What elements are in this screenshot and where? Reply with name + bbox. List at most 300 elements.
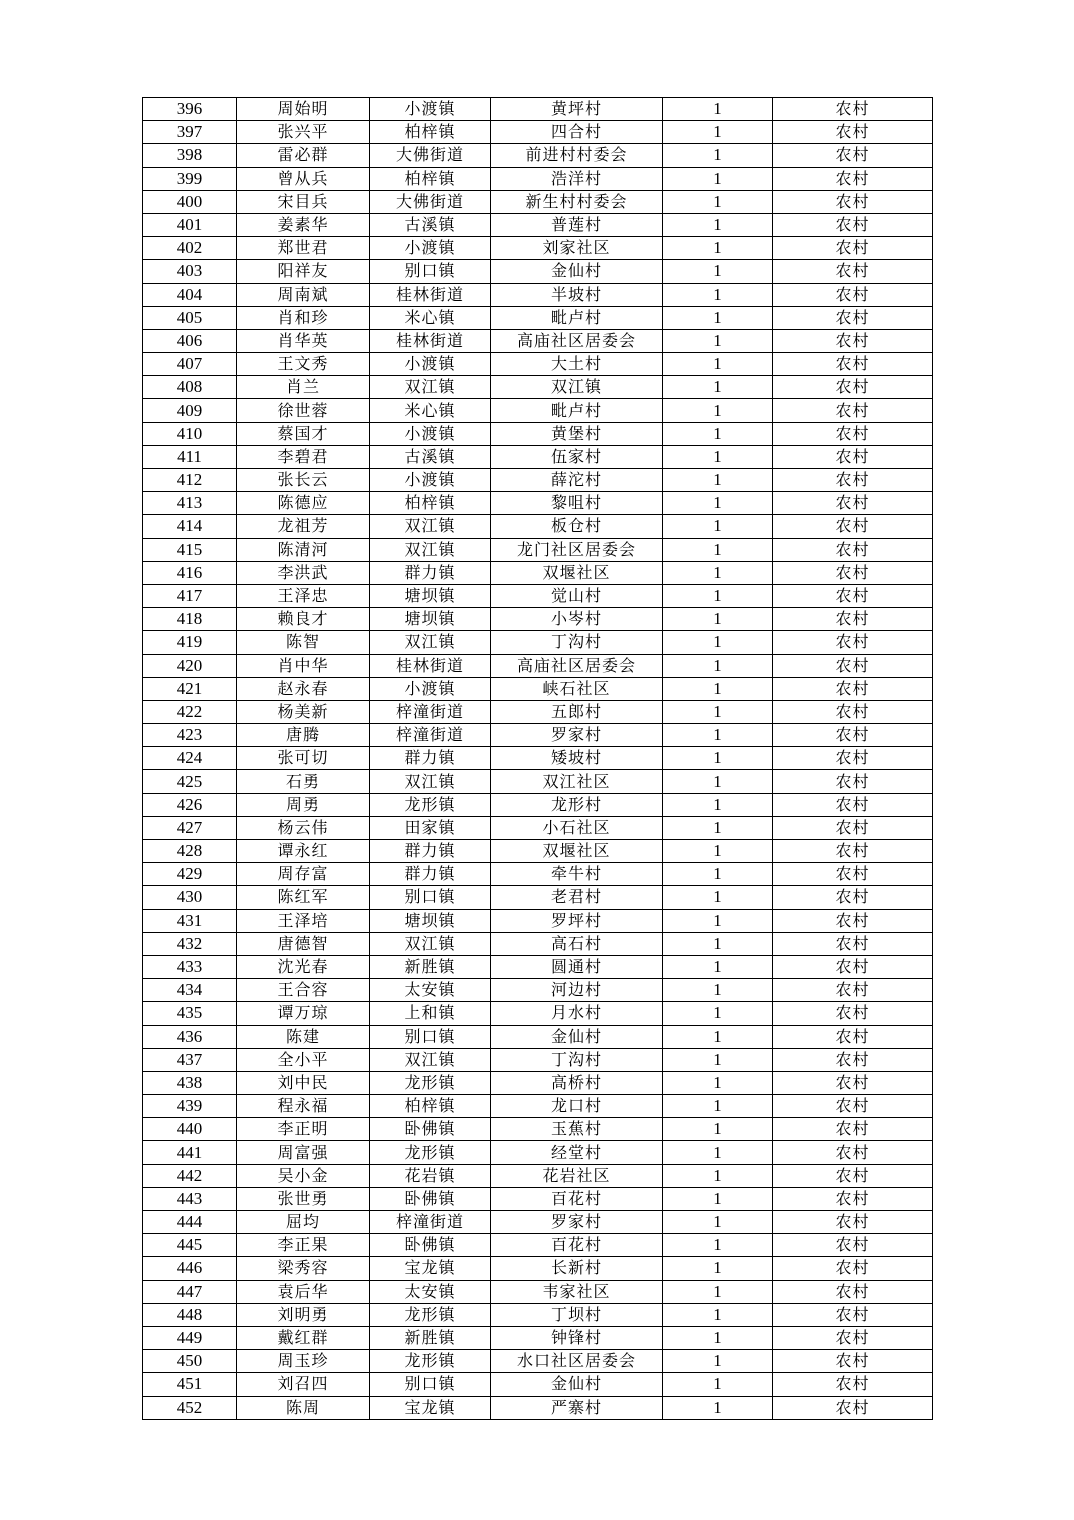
name-cell: 周始明: [237, 98, 370, 121]
village-cell: 钟锋村: [491, 1326, 663, 1349]
row-number-cell: 427: [143, 816, 237, 839]
town-cell: 别口镇: [370, 1373, 491, 1396]
name-cell: 肖华英: [237, 329, 370, 352]
name-cell: 全小平: [237, 1048, 370, 1071]
village-cell: 大土村: [491, 353, 663, 376]
name-cell: 姜素华: [237, 213, 370, 236]
town-cell: 新胜镇: [370, 955, 491, 978]
village-cell: 薛沱村: [491, 469, 663, 492]
category-cell: 农村: [773, 631, 933, 654]
village-cell: 五郎村: [491, 700, 663, 723]
category-cell: 农村: [773, 121, 933, 144]
count-cell: 1: [663, 793, 773, 816]
row-number-cell: 442: [143, 1164, 237, 1187]
category-cell: 农村: [773, 1025, 933, 1048]
count-cell: 1: [663, 1211, 773, 1234]
town-cell: 田家镇: [370, 816, 491, 839]
row-number-cell: 398: [143, 144, 237, 167]
village-cell: 金仙村: [491, 1373, 663, 1396]
village-cell: 百花村: [491, 1234, 663, 1257]
count-cell: 1: [663, 747, 773, 770]
village-cell: 双堰社区: [491, 840, 663, 863]
name-cell: 陈建: [237, 1025, 370, 1048]
row-number-cell: 449: [143, 1326, 237, 1349]
name-cell: 刘明勇: [237, 1303, 370, 1326]
row-number-cell: 446: [143, 1257, 237, 1280]
category-cell: 农村: [773, 608, 933, 631]
town-cell: 米心镇: [370, 399, 491, 422]
count-cell: 1: [663, 538, 773, 561]
village-cell: 韦家社区: [491, 1280, 663, 1303]
town-cell: 柏梓镇: [370, 1095, 491, 1118]
town-cell: 双江镇: [370, 932, 491, 955]
name-cell: 戴红群: [237, 1326, 370, 1349]
row-number-cell: 423: [143, 724, 237, 747]
table-row: [143, 469, 933, 492]
count-cell: 1: [663, 840, 773, 863]
village-cell: 板仓村: [491, 515, 663, 538]
name-cell: 刘召四: [237, 1373, 370, 1396]
village-cell: 刘家社区: [491, 237, 663, 260]
count-cell: 1: [663, 1350, 773, 1373]
village-cell: 河边村: [491, 979, 663, 1002]
row-number-cell: 444: [143, 1211, 237, 1234]
row-number-cell: 407: [143, 353, 237, 376]
count-cell: 1: [663, 1187, 773, 1210]
category-cell: 农村: [773, 1257, 933, 1280]
table-row: [143, 121, 933, 144]
table-row: [143, 376, 933, 399]
category-cell: 农村: [773, 863, 933, 886]
village-cell: 龙口村: [491, 1095, 663, 1118]
row-number-cell: 410: [143, 422, 237, 445]
category-cell: 农村: [773, 538, 933, 561]
table-row: [143, 1071, 933, 1094]
category-cell: 农村: [773, 909, 933, 932]
table-row: [143, 561, 933, 584]
table-row: [143, 816, 933, 839]
count-cell: 1: [663, 955, 773, 978]
row-number-cell: 421: [143, 677, 237, 700]
table-row: [143, 422, 933, 445]
town-cell: 古溪镇: [370, 213, 491, 236]
village-cell: 双江镇: [491, 376, 663, 399]
row-number-cell: 412: [143, 469, 237, 492]
name-cell: 屈均: [237, 1211, 370, 1234]
row-number-cell: 404: [143, 283, 237, 306]
town-cell: 梓潼街道: [370, 700, 491, 723]
table-row: [143, 190, 933, 213]
row-number-cell: 452: [143, 1396, 237, 1419]
table-row: [143, 1187, 933, 1210]
table-row: [143, 353, 933, 376]
row-number-cell: 417: [143, 584, 237, 607]
village-cell: 高庙社区居委会: [491, 329, 663, 352]
table-row: [143, 260, 933, 283]
table-row: [143, 167, 933, 190]
category-cell: 农村: [773, 144, 933, 167]
category-cell: 农村: [773, 492, 933, 515]
count-cell: 1: [663, 1141, 773, 1164]
row-number-cell: 411: [143, 445, 237, 468]
count-cell: 1: [663, 376, 773, 399]
row-number-cell: 432: [143, 932, 237, 955]
name-cell: 刘中民: [237, 1071, 370, 1094]
table-row: [143, 492, 933, 515]
count-cell: 1: [663, 1071, 773, 1094]
count-cell: 1: [663, 724, 773, 747]
count-cell: 1: [663, 329, 773, 352]
category-cell: 农村: [773, 1280, 933, 1303]
town-cell: 小渡镇: [370, 469, 491, 492]
village-cell: 丁沟村: [491, 1048, 663, 1071]
town-cell: 龙形镇: [370, 1071, 491, 1094]
town-cell: 双江镇: [370, 376, 491, 399]
row-number-cell: 441: [143, 1141, 237, 1164]
category-cell: 农村: [773, 677, 933, 700]
table-row: [143, 700, 933, 723]
town-cell: 大佛街道: [370, 190, 491, 213]
village-cell: 峡石社区: [491, 677, 663, 700]
category-cell: 农村: [773, 1303, 933, 1326]
row-number-cell: 415: [143, 538, 237, 561]
name-cell: 赖良才: [237, 608, 370, 631]
table-row: [143, 306, 933, 329]
town-cell: 柏梓镇: [370, 167, 491, 190]
count-cell: 1: [663, 1373, 773, 1396]
category-cell: 农村: [773, 747, 933, 770]
town-cell: 小渡镇: [370, 422, 491, 445]
name-cell: 肖兰: [237, 376, 370, 399]
table-row: [143, 932, 933, 955]
table-row: [143, 1257, 933, 1280]
row-number-cell: 434: [143, 979, 237, 1002]
name-cell: 周存富: [237, 863, 370, 886]
category-cell: 农村: [773, 955, 933, 978]
row-number-cell: 436: [143, 1025, 237, 1048]
name-cell: 王合容: [237, 979, 370, 1002]
category-cell: 农村: [773, 1141, 933, 1164]
count-cell: 1: [663, 399, 773, 422]
name-cell: 蔡国才: [237, 422, 370, 445]
table-row: [143, 1048, 933, 1071]
name-cell: 程永福: [237, 1095, 370, 1118]
count-cell: 1: [663, 700, 773, 723]
table-row: [143, 793, 933, 816]
name-cell: 李碧君: [237, 445, 370, 468]
count-cell: 1: [663, 886, 773, 909]
table-row: [143, 1234, 933, 1257]
name-cell: 陈清河: [237, 538, 370, 561]
row-number-cell: 425: [143, 770, 237, 793]
village-cell: 新生村村委会: [491, 190, 663, 213]
town-cell: 桂林街道: [370, 329, 491, 352]
category-cell: 农村: [773, 469, 933, 492]
category-cell: 农村: [773, 932, 933, 955]
row-number-cell: 396: [143, 98, 237, 121]
table-row: [143, 608, 933, 631]
row-number-cell: 438: [143, 1071, 237, 1094]
name-cell: 张可切: [237, 747, 370, 770]
village-cell: 毗卢村: [491, 399, 663, 422]
name-cell: 周富强: [237, 1141, 370, 1164]
count-cell: 1: [663, 1002, 773, 1025]
count-cell: 1: [663, 631, 773, 654]
town-cell: 宝龙镇: [370, 1396, 491, 1419]
town-cell: 双江镇: [370, 770, 491, 793]
name-cell: 唐德智: [237, 932, 370, 955]
row-number-cell: 399: [143, 167, 237, 190]
category-cell: 农村: [773, 700, 933, 723]
row-number-cell: 435: [143, 1002, 237, 1025]
village-cell: 牵牛村: [491, 863, 663, 886]
count-cell: 1: [663, 932, 773, 955]
category-cell: 农村: [773, 584, 933, 607]
row-number-cell: 416: [143, 561, 237, 584]
row-number-cell: 424: [143, 747, 237, 770]
row-number-cell: 426: [143, 793, 237, 816]
count-cell: 1: [663, 237, 773, 260]
count-cell: 1: [663, 654, 773, 677]
row-number-cell: 408: [143, 376, 237, 399]
name-cell: 唐腾: [237, 724, 370, 747]
town-cell: 花岩镇: [370, 1164, 491, 1187]
town-cell: 群力镇: [370, 863, 491, 886]
row-number-cell: 447: [143, 1280, 237, 1303]
row-number-cell: 437: [143, 1048, 237, 1071]
town-cell: 宝龙镇: [370, 1257, 491, 1280]
category-cell: 农村: [773, 1211, 933, 1234]
table-row: [143, 654, 933, 677]
table-row: [143, 538, 933, 561]
table-row: [143, 1164, 933, 1187]
table-row: [143, 399, 933, 422]
town-cell: 梓潼街道: [370, 724, 491, 747]
table-row: [143, 144, 933, 167]
category-cell: 农村: [773, 1326, 933, 1349]
category-cell: 农村: [773, 1234, 933, 1257]
row-number-cell: 443: [143, 1187, 237, 1210]
table-row: [143, 631, 933, 654]
category-cell: 农村: [773, 979, 933, 1002]
table-row: [143, 1141, 933, 1164]
name-cell: 陈周: [237, 1396, 370, 1419]
count-cell: 1: [663, 515, 773, 538]
table-row: [143, 747, 933, 770]
category-cell: 农村: [773, 1095, 933, 1118]
town-cell: 卧佛镇: [370, 1118, 491, 1141]
table-row: [143, 445, 933, 468]
category-cell: 农村: [773, 445, 933, 468]
town-cell: 龙形镇: [370, 793, 491, 816]
category-cell: 农村: [773, 724, 933, 747]
village-cell: 小石社区: [491, 816, 663, 839]
count-cell: 1: [663, 121, 773, 144]
category-cell: 农村: [773, 260, 933, 283]
town-cell: 小渡镇: [370, 237, 491, 260]
category-cell: 农村: [773, 1164, 933, 1187]
village-cell: 黎咀村: [491, 492, 663, 515]
category-cell: 农村: [773, 1396, 933, 1419]
name-cell: 李洪武: [237, 561, 370, 584]
town-cell: 双江镇: [370, 538, 491, 561]
town-cell: 双江镇: [370, 1048, 491, 1071]
category-cell: 农村: [773, 1002, 933, 1025]
category-cell: 农村: [773, 654, 933, 677]
table-body: [143, 98, 933, 1420]
village-cell: 小岑村: [491, 608, 663, 631]
name-cell: 阳祥友: [237, 260, 370, 283]
village-cell: 普莲村: [491, 213, 663, 236]
count-cell: 1: [663, 677, 773, 700]
name-cell: 曾从兵: [237, 167, 370, 190]
name-cell: 陈智: [237, 631, 370, 654]
category-cell: 农村: [773, 1118, 933, 1141]
town-cell: 柏梓镇: [370, 492, 491, 515]
village-cell: 黄堡村: [491, 422, 663, 445]
name-cell: 杨云伟: [237, 816, 370, 839]
category-cell: 农村: [773, 376, 933, 399]
town-cell: 塘坝镇: [370, 608, 491, 631]
row-number-cell: 451: [143, 1373, 237, 1396]
count-cell: 1: [663, 469, 773, 492]
table-row: [143, 677, 933, 700]
category-cell: 农村: [773, 213, 933, 236]
category-cell: 农村: [773, 98, 933, 121]
name-cell: 徐世蓉: [237, 399, 370, 422]
recipient-table: [142, 97, 933, 1420]
table-row: [143, 1280, 933, 1303]
town-cell: 古溪镇: [370, 445, 491, 468]
town-cell: 群力镇: [370, 561, 491, 584]
town-cell: 群力镇: [370, 747, 491, 770]
name-cell: 吴小金: [237, 1164, 370, 1187]
row-number-cell: 450: [143, 1350, 237, 1373]
row-number-cell: 401: [143, 213, 237, 236]
village-cell: 玉蕉村: [491, 1118, 663, 1141]
row-number-cell: 448: [143, 1303, 237, 1326]
category-cell: 农村: [773, 1350, 933, 1373]
row-number-cell: 419: [143, 631, 237, 654]
table-row: [143, 863, 933, 886]
village-cell: 金仙村: [491, 260, 663, 283]
category-cell: 农村: [773, 1071, 933, 1094]
village-cell: 罗坪村: [491, 909, 663, 932]
category-cell: 农村: [773, 770, 933, 793]
table-row: [143, 515, 933, 538]
count-cell: 1: [663, 863, 773, 886]
count-cell: 1: [663, 1303, 773, 1326]
village-cell: 前进村村委会: [491, 144, 663, 167]
name-cell: 梁秀容: [237, 1257, 370, 1280]
village-cell: 四合村: [491, 121, 663, 144]
category-cell: 农村: [773, 840, 933, 863]
table-row: [143, 584, 933, 607]
row-number-cell: 433: [143, 955, 237, 978]
village-cell: 花岩社区: [491, 1164, 663, 1187]
name-cell: 张世勇: [237, 1187, 370, 1210]
town-cell: 塘坝镇: [370, 584, 491, 607]
category-cell: 农村: [773, 1187, 933, 1210]
table-row: [143, 1211, 933, 1234]
table-row: [143, 1002, 933, 1025]
village-cell: 经堂村: [491, 1141, 663, 1164]
count-cell: 1: [663, 770, 773, 793]
table-row: [143, 329, 933, 352]
row-number-cell: 406: [143, 329, 237, 352]
name-cell: 周南斌: [237, 283, 370, 306]
town-cell: 双江镇: [370, 515, 491, 538]
town-cell: 梓潼街道: [370, 1211, 491, 1234]
count-cell: 1: [663, 1257, 773, 1280]
name-cell: 杨美新: [237, 700, 370, 723]
table-row: [143, 283, 933, 306]
row-number-cell: 428: [143, 840, 237, 863]
village-cell: 高庙社区居委会: [491, 654, 663, 677]
village-cell: 水口社区居委会: [491, 1350, 663, 1373]
town-cell: 太安镇: [370, 1280, 491, 1303]
village-cell: 双江社区: [491, 770, 663, 793]
count-cell: 1: [663, 353, 773, 376]
count-cell: 1: [663, 561, 773, 584]
row-number-cell: 405: [143, 306, 237, 329]
village-cell: 黄坪村: [491, 98, 663, 121]
village-cell: 毗卢村: [491, 306, 663, 329]
table-row: [143, 1396, 933, 1419]
count-cell: 1: [663, 979, 773, 1002]
town-cell: 双江镇: [370, 631, 491, 654]
name-cell: 谭永红: [237, 840, 370, 863]
village-cell: 龙门社区居委会: [491, 538, 663, 561]
count-cell: 1: [663, 1396, 773, 1419]
name-cell: 沈光春: [237, 955, 370, 978]
table-row: [143, 1303, 933, 1326]
name-cell: 李正明: [237, 1118, 370, 1141]
count-cell: 1: [663, 445, 773, 468]
name-cell: 王泽培: [237, 909, 370, 932]
name-cell: 宋目兵: [237, 190, 370, 213]
count-cell: 1: [663, 144, 773, 167]
name-cell: 肖中华: [237, 654, 370, 677]
table-row: [143, 909, 933, 932]
count-cell: 1: [663, 1025, 773, 1048]
count-cell: 1: [663, 584, 773, 607]
row-number-cell: 430: [143, 886, 237, 909]
count-cell: 1: [663, 1234, 773, 1257]
town-cell: 卧佛镇: [370, 1234, 491, 1257]
table-row: [143, 886, 933, 909]
name-cell: 张长云: [237, 469, 370, 492]
row-number-cell: 400: [143, 190, 237, 213]
row-number-cell: 418: [143, 608, 237, 631]
village-cell: 龙形村: [491, 793, 663, 816]
town-cell: 米心镇: [370, 306, 491, 329]
town-cell: 塘坝镇: [370, 909, 491, 932]
name-cell: 谭万琼: [237, 1002, 370, 1025]
count-cell: 1: [663, 260, 773, 283]
category-cell: 农村: [773, 190, 933, 213]
count-cell: 1: [663, 1164, 773, 1187]
table-row: [143, 1373, 933, 1396]
town-cell: 卧佛镇: [370, 1187, 491, 1210]
table-row: [143, 770, 933, 793]
category-cell: 农村: [773, 353, 933, 376]
village-cell: 罗家村: [491, 1211, 663, 1234]
count-cell: 1: [663, 190, 773, 213]
village-cell: 伍家村: [491, 445, 663, 468]
count-cell: 1: [663, 1280, 773, 1303]
village-cell: 丁坝村: [491, 1303, 663, 1326]
